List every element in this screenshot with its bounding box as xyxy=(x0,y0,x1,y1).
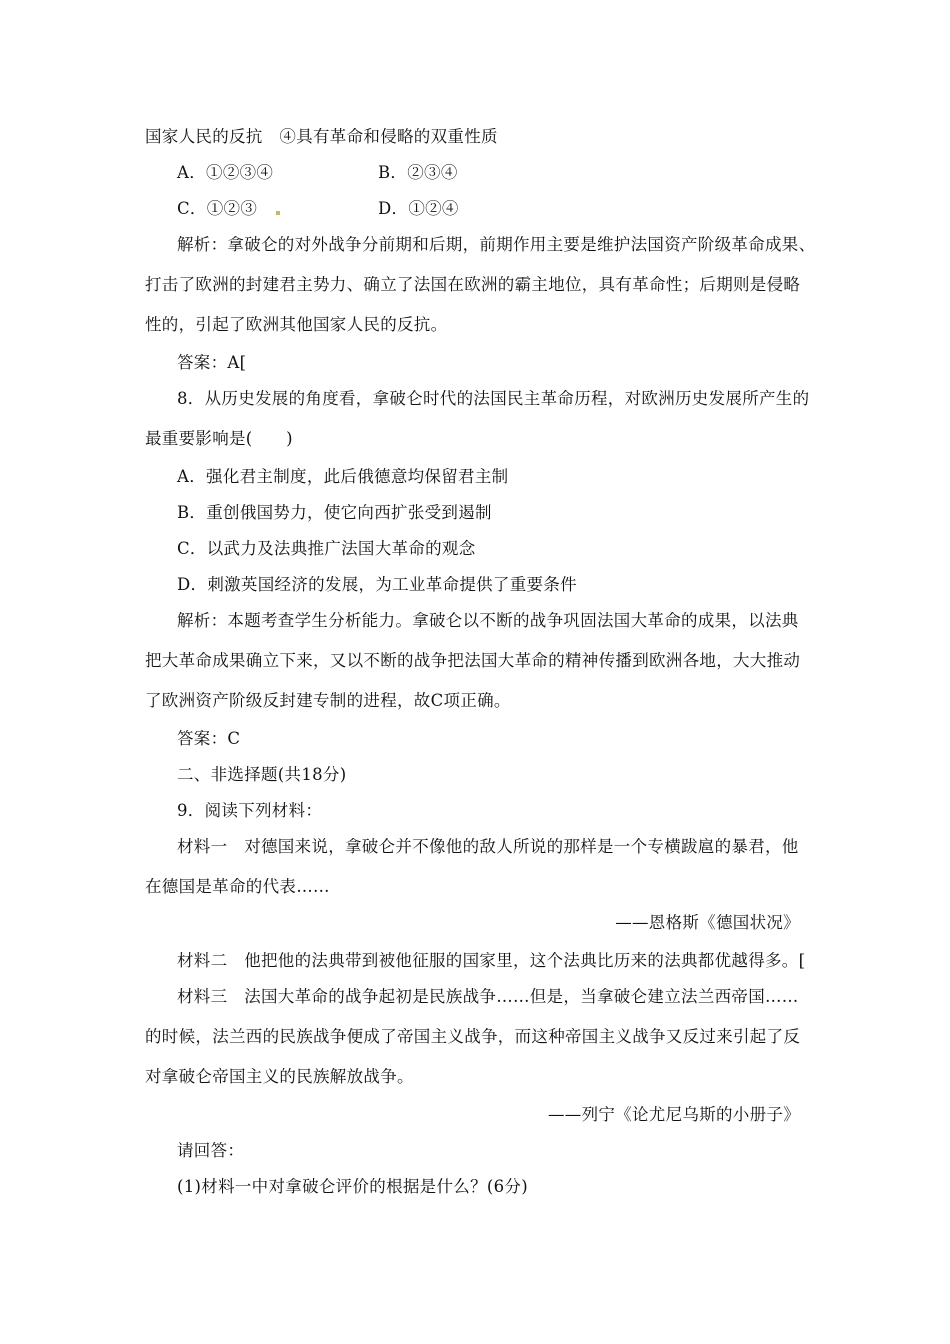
q9-source3: ——列宁《论尤尼乌斯的小册子》 xyxy=(548,1105,800,1124)
q8-stem-line-1: 8．从历史发展的角度看，拿破仑时代的法国民主革命历程，对欧洲历史发展所产生的 xyxy=(177,389,810,408)
q9-material2: 材料二 他把他的法典带到被他征服的国家里，这个法典比历来的法典都优越得多。[ xyxy=(177,951,806,970)
q9-material3-line-3: 对拿破仑帝国主义的民族解放战争。 xyxy=(145,1067,414,1086)
q7-analysis-line-2: 打击了欧洲的封建君主势力、确立了法国在欧洲的霸主地位，具有革命性；后期则是侵略 xyxy=(145,275,801,294)
q9-material1-line-1: 材料一 对德国来说，拿破仑并不像他的敌人所说的那样是一个专横跋扈的暴君，他 xyxy=(177,837,799,856)
q9-prompt: 请回答： xyxy=(177,1141,245,1160)
speck-mark xyxy=(276,211,280,215)
q8-option-b: B．重创俄国势力，使它向西扩张受到遏制 xyxy=(177,503,492,522)
q8-analysis-line-1: 解析：本题考查学生分析能力。拿破仑以不断的战争巩固法国大革命的成果，以法典 xyxy=(177,611,799,630)
q7-option-d: D．①②④ xyxy=(378,199,459,218)
q9-sub-question-1: (1)材料一中对拿破仑评价的根据是什么？(6分) xyxy=(177,1177,528,1196)
q9-source1: ——恩格斯《德国状况》 xyxy=(615,913,800,932)
q9-material3-line-1: 材料三 法国大革命的战争起初是民族战争……但是，当拿破仑建立法兰西帝国…… xyxy=(177,987,799,1006)
q7-stem-end: 国家人民的反抗 ④具有革命和侵略的双重性质 xyxy=(145,127,498,146)
q8-analysis-line-2: 把大革命成果确立下来，又以不断的战争把法国大革命的精神传播到欧洲各地，大大推动 xyxy=(145,651,801,670)
q7-answer: 答案：A[ xyxy=(177,353,247,372)
q7-analysis-line-1: 解析：拿破仑的对外战争分前期和后期，前期作用主要是维护法国资产阶级革命成果、 xyxy=(177,235,816,254)
q9-material1-line-2: 在德国是革命的代表…… xyxy=(145,877,330,896)
q7-option-b: B．②③④ xyxy=(378,163,458,182)
q9-material3-line-2: 的时候，法兰西的民族战争便成了帝国主义战争，而这种帝国主义战争又反过来引起了反 xyxy=(145,1027,801,1046)
section-title: 二、非选择题(共18分) xyxy=(177,765,347,784)
q7-option-c: C．①②③ xyxy=(177,199,258,218)
q8-stem-line-2: 最重要影响是( ) xyxy=(145,429,293,448)
q8-option-c: C．以武力及法典推广法国大革命的观念 xyxy=(177,539,476,558)
q8-answer: 答案：C xyxy=(177,729,241,748)
q7-option-a: A．①②③④ xyxy=(177,163,274,182)
q8-analysis-line-3: 了欧洲资产阶级反封建专制的进程，故C项正确。 xyxy=(145,691,511,710)
q9-stem: 9．阅读下列材料： xyxy=(177,801,323,820)
q8-option-a: A．强化君主制度，此后俄德意均保留君主制 xyxy=(177,467,509,486)
q8-option-d: D．刺激英国经济的发展，为工业革命提供了重要条件 xyxy=(177,575,577,594)
q7-analysis-line-3: 性的，引起了欧洲其他国家人民的反抗。 xyxy=(145,315,448,334)
